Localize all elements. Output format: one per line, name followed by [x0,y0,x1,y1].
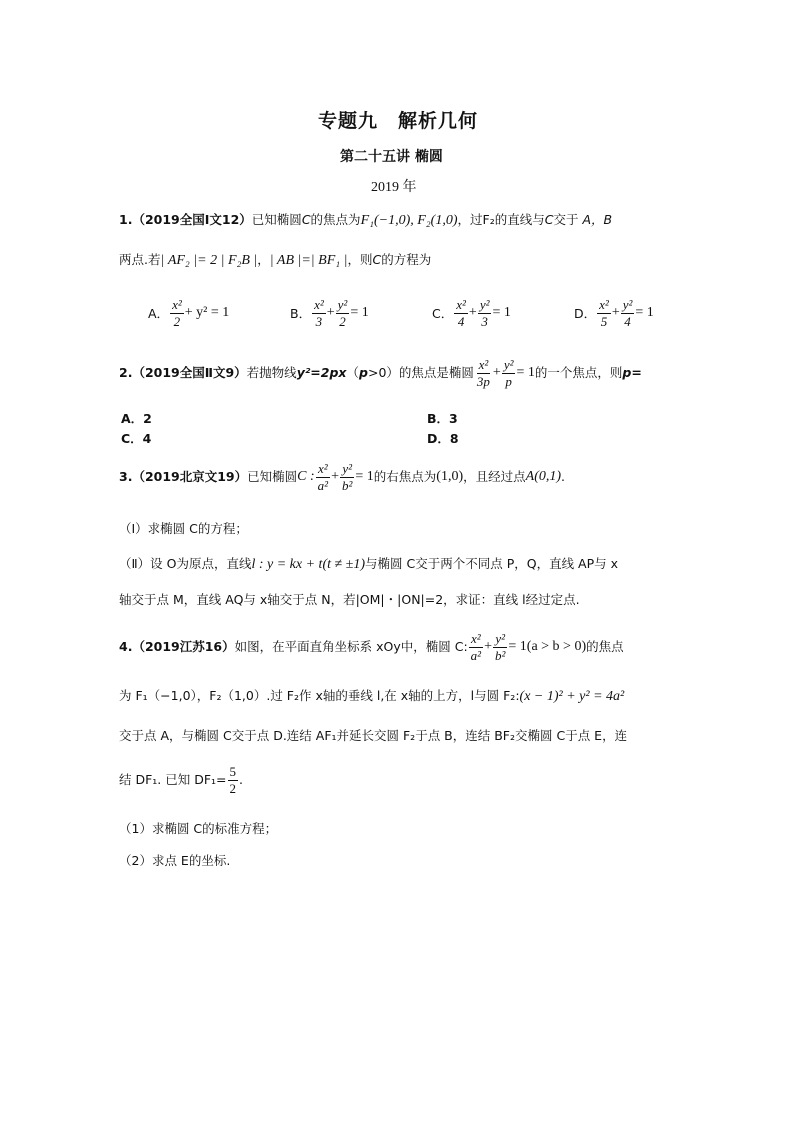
question-3-part-2-line-1: （Ⅱ）设 O为原点，直线l : y = kx + t(t ≠ ±1)与椭圆 C交于两个不同点 P，Q，直线 AP与 x [119,556,619,572]
question-1-option-a[interactable]: A． $\frac{\text{x²}}{2}$ + y² = 1 [148,297,230,329]
question-1-option-d[interactable]: D． $\frac{\text{x²}}{5}$ + $\frac{\text{y²}}{4}$ = 1 [574,297,654,329]
fraction: $\frac{\text{y²}}{\text{b²}}$ [341,461,353,493]
question-1-line-2: 两点.若| AF₂ |= 2 | F₂B |，| AB |=| BF₁ |，则C的方程为 [119,252,432,268]
fraction: $\frac{\text{y²}}{3}$ [479,297,490,329]
question-3-part-1: （Ⅰ）求椭圆 C的方程； [119,521,248,536]
question-1-option-c[interactable]: C． $\frac{\text{x²}}{4}$ + $\frac{\text{y²}}{3}$ = 1 [432,297,511,329]
question-1-foci: F₁(−1,0), F₂(1,0) [360,213,458,228]
question-4-line-4: 结 DF₁. 已知 DF₁= $\frac{5}{2}$ . [119,764,244,796]
fraction: $\frac{\text{x²}}{3p}$ [476,357,490,389]
fraction: $\frac{5}{2}$ [229,764,237,796]
question-2-option-c[interactable]: C．4 [121,431,152,446]
question-4-line-2: 为 F₁（−1,0），F₂（1,0）.过 F₂作 x轴的垂线 l,在 x轴的上方，l与圆 F₂:(x − 1)² + y² = 4a² [119,688,625,704]
year-heading: 2019 年 [371,180,417,195]
fraction: $\frac{\text{y²}}{2}$ [337,297,348,329]
question-1-condition-2: | AB |=| BF₁ | [269,253,348,268]
question-2-option-d[interactable]: D．8 [427,431,459,446]
question-4-line-1: 4.（2019江苏16） 如图，在平面直角坐标系 xOy中，椭圆 C: $\frac{\text{x²}}{\text{a²}}$ + $\frac{\text{y²}}{\text{b²}}$ = 1(a > b > 0) 的焦点 [119,631,624,663]
question-2-source: 2.（2019全国Ⅱ文9） [119,364,247,380]
question-4-line-3: 交于点 A，与椭圆 C交于点 D.连结 AF₁并延长交圆 F₂于点 B，连结 BF₂交椭圆 C于点 E，连 [119,728,628,743]
fraction: $\frac{\text{x²}}{3}$ [314,297,324,329]
fraction: $\frac{\text{y²}}{p}$ [503,357,514,389]
question-2-option-a[interactable]: A．2 [121,411,152,426]
question-1-source: 1.（2019全国Ⅰ文12） [119,212,252,227]
question-2-line-1: 2.（2019全国Ⅱ文9） 若抛物线 y²=2px （ p >0）的焦点是椭圆 $\frac{\text{x²}}{3p}$ + $\frac{\text{y²}}{p}$ = 1 的一个焦点，则 p= [119,357,642,389]
fraction: $\frac{\text{x²}}{\text{a²}}$ [470,631,482,663]
question-4-source: 4.（2019江苏16） [119,638,235,654]
question-3-line-1: 3.（2019北京文19） 已知椭圆 C : $\frac{\text{x²}}{\text{a²}}$ + $\frac{\text{y²}}{\text{b²}}$ = 1 的右焦点为 (1,0) ，且经过点 A(0,1) . [119,461,566,493]
question-4-part-1: （1）求椭圆 C的标准方程； [119,821,278,836]
question-1-condition-1: | AF₂ |= 2 | F₂B | [160,253,258,268]
fraction: $\frac{\text{x²}}{2}$ [172,297,182,329]
fraction: $\frac{\text{x²}}{5}$ [599,297,609,329]
question-1-line-1: 1.（2019全国Ⅰ文12）已知椭圆C的焦点为F₁(−1,0), F₂(1,0)，过F₂的直线与C交于 A，B [119,212,613,228]
question-3-part-2-line-2: 轴交于点 M，直线 AQ与 x轴交于点 N，若|OM|・|ON|=2，求证：直线 l经过定点. [119,592,580,607]
question-2-option-b[interactable]: B．3 [427,411,458,426]
page-title: 专题九 解析几何 [318,110,479,132]
fraction: $\frac{\text{x²}}{\text{a²}}$ [317,461,329,493]
fraction: $\frac{\text{y²}}{4}$ [622,297,633,329]
fraction: $\frac{\text{x²}}{4}$ [456,297,466,329]
question-4-part-2: （2）求点 E的坐标. [119,853,231,868]
question-1-option-b[interactable]: B． $\frac{\text{x²}}{3}$ + $\frac{\text{y²}}{2}$ = 1 [290,297,369,329]
fraction: $\frac{\text{y²}}{\text{b²}}$ [494,631,506,663]
page-subtitle: 第二十五讲 椭圆 [340,149,443,165]
question-3-source: 3.（2019北京文19） [119,468,248,484]
